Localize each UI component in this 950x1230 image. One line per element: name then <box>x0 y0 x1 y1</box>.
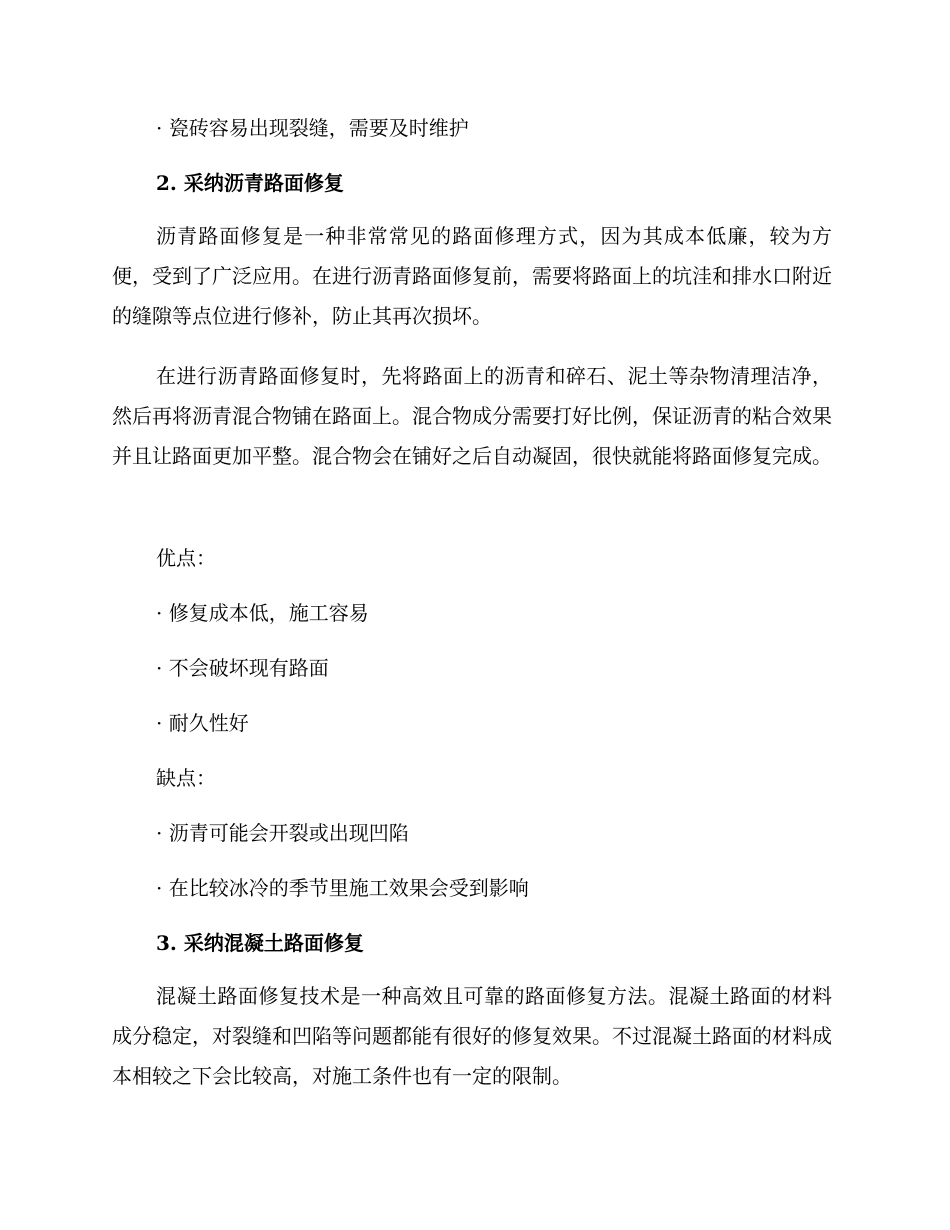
paragraph-concrete-intro: 混凝土路面修复技术是一种高效且可靠的路面修复方法。混凝土路面的材料成分稳定，对裂缝和凹陷等问题都能有很好的修复效果。不过混凝土路面的材料成本相较之下会比较高，对施工条件也有一定的限制。 <box>112 984 832 1088</box>
section-heading-asphalt: 2. 采纳沥青路面修复 <box>156 171 344 195</box>
pros-item: · 耐久性好 <box>156 711 249 735</box>
section-heading-concrete: 3. 采纳混凝土路面修复 <box>156 931 364 955</box>
paragraph-asphalt-process: 在进行沥青路面修复时，先将路面上的沥青和碎石、泥土等杂物清理洁净，然后再将沥青混合物铺在路面上。混合物成分需要打好比例，保证沥青的粘合效果并且让路面更加平整。混合物会在铺好之后自动凝固，很快就能将路面修复完成。 <box>112 364 832 468</box>
pros-label: 优点： <box>156 546 216 570</box>
paragraph-asphalt-intro: 沥青路面修复是一种非常常见的路面修理方式，因为其成本低廉，较为方便，受到了广泛应用。在进行沥青路面修复前，需要将路面上的坑洼和排水口附近的缝隙等点位进行修补，防止其再次损坏。 <box>112 224 832 328</box>
cons-item: · 沥青可能会开裂或出现凹陷 <box>156 821 409 845</box>
pros-item: · 不会破坏现有路面 <box>156 656 329 680</box>
bullet-tile-cracks: · 瓷砖容易出现裂缝，需要及时维护 <box>156 116 469 140</box>
cons-item: · 在比较冰冷的季节里施工效果会受到影响 <box>156 876 529 900</box>
cons-label: 缺点： <box>156 766 216 790</box>
pros-item: · 修复成本低，施工容易 <box>156 601 369 625</box>
